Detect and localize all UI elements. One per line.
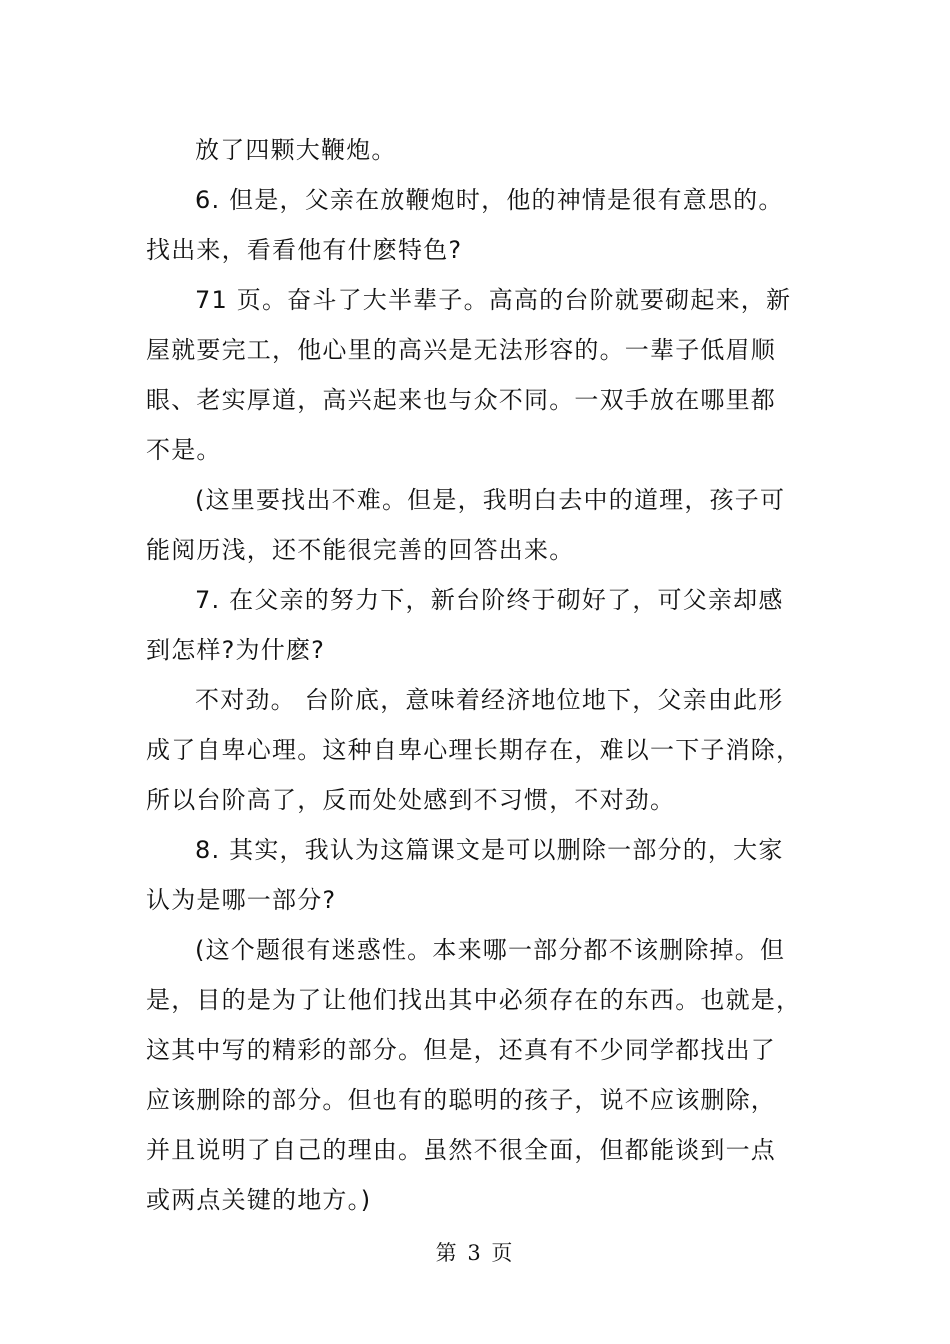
text-line-15: 8. 其实，我认为这篇课文是可以删除一部分的，大家 [195, 836, 784, 864]
text-line-3: 找出来，看看他有什麽特色? [146, 236, 463, 264]
text-line-17: (这个题很有迷惑性。本来哪一部分都不该删除掉。但 [195, 936, 786, 964]
text-line-18: 是，目的是为了让他们找出其中必须存在的东西。也就是， [146, 986, 802, 1014]
text-line-1: 放了四颗大鞭炮。 [195, 136, 397, 164]
text-line-20: 应该删除的部分。但也有的聪明的孩子，说不应该删除， [146, 1086, 776, 1114]
text-line-21: 并且说明了自己的理由。虽然不很全面，但都能谈到一点 [146, 1136, 776, 1164]
text-line-5: 屋就要完工，他心里的高兴是无法形容的。一辈子低眉顺 [146, 336, 776, 364]
text-line-11: 到怎样?为什麽? [146, 636, 326, 664]
text-line-14: 所以台阶高了，反而处处感到不习惯，不对劲。 [146, 786, 676, 814]
text-line-8: (这里要找出不难。但是，我明白去中的道理，孩子可 [195, 486, 786, 514]
text-line-2: 6. 但是，父亲在放鞭炮时，他的神情是很有意思的。 [195, 186, 784, 214]
text-line-6: 眼、老实厚道，高兴起来也与众不同。一双手放在哪里都 [146, 386, 776, 414]
text-line-9: 能阅历浅，还不能很完善的回答出来。 [146, 536, 575, 564]
text-line-10: 7. 在父亲的努力下，新台阶终于砌好了，可父亲却感 [195, 586, 784, 614]
page-number-footer: 第 3 页 [435, 1241, 515, 1265]
text-line-4: 71 页。奋斗了大半辈子。高高的台阶就要砌起来，新 [195, 286, 792, 314]
text-line-16: 认为是哪一部分? [146, 886, 337, 914]
text-line-7: 不是。 [146, 436, 222, 464]
text-line-19: 这其中写的精彩的部分。但是，还真有不少同学都找出了 [146, 1036, 776, 1064]
text-line-12: 不对劲。 台阶底，意味着经济地位地下，父亲由此形 [195, 686, 784, 714]
text-line-13: 成了自卑心理。这种自卑心理长期存在，难以一下子消除， [146, 736, 802, 764]
text-line-22: 或两点关键的地方。) [146, 1186, 372, 1214]
